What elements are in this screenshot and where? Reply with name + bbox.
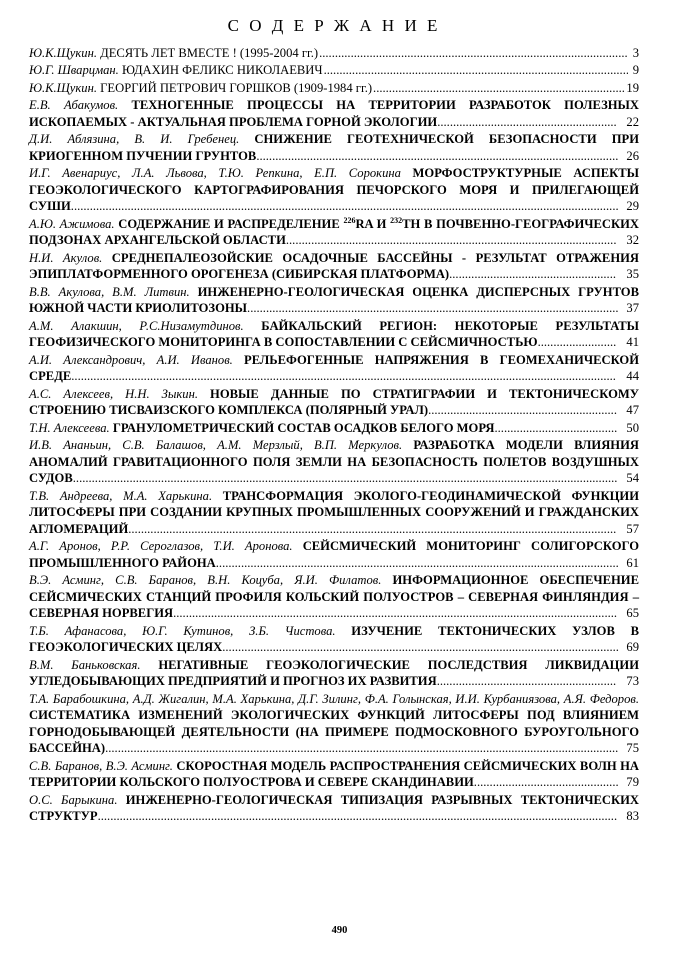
dot-leader: ................................................................................................................................	[215, 555, 619, 570]
entry-author: Ю.К.Щукин.	[29, 80, 97, 95]
dot-leader: .............................................................................................................................................................................	[71, 369, 616, 384]
dot-leader: .........................	[537, 335, 617, 350]
entry-page: 41	[626, 335, 639, 350]
entry-author: О.С. Барыкина.	[29, 792, 118, 807]
toc-entry	[29, 572, 639, 622]
entry-page: 54	[626, 471, 639, 486]
entry-page: 79	[626, 775, 639, 790]
toc-entry	[29, 437, 639, 487]
entry-title: МОРФОСТРУКТУРНЫЕ АСПЕКТЫ ГЕОЭКОЛОГИЧЕСКОГО КАРТОГРАФИРОВАНИЯ ПЕЧОРСКОГО МОРЯ И ПРИЛЕГАЮЩЕЙ СУШИ	[29, 166, 639, 214]
entry-title: СКОРОСТНАЯ МОДЕЛЬ РАСПРОСТРАНЕНИЯ СЕЙСМИЧЕСКИХ ВОЛН НА ТЕРРИТОРИИ КОЛЬСКОГО ПОЛУОСТРОВА И СЕВЕРЕ СКАНДИНАВИИ	[29, 758, 639, 790]
entry-title: TH В ПОЧВЕННО-ГЕОГРАФИЧЕСКИХ ПОДЗОНАХ АРХАНГЕЛЬСКОЙ ОБЛАСТИ	[29, 216, 639, 248]
entry-author: А.С. Алексеев, Н.Н. Зыкин.	[29, 386, 199, 401]
toc-entry	[29, 386, 639, 419]
entry-page: 73	[626, 674, 639, 689]
toc-entry	[29, 165, 639, 215]
entry-title: ИНЖЕНЕРНО-ГЕОЛОГИЧЕСКАЯ ТИПИЗАЦИЯ РАЗРЫВНЫХ ТЕКТОНИЧЕСКИХ СТРУКТУР	[29, 792, 640, 824]
dot-leader: .............................................................................................................................................	[173, 606, 618, 621]
dot-leader: .....................................................	[449, 267, 616, 282]
entry-author: А.И. Александрович, А.И. Иванов.	[29, 352, 233, 367]
entry-page: 61	[626, 555, 639, 570]
toc-entry	[29, 216, 639, 249]
entry-title: ДЕСЯТЬ ЛЕТ ВМЕСТЕ ! (1995-2004 гг.)	[100, 46, 319, 60]
dot-leader	[319, 45, 628, 62]
dot-leader: ..............................................	[473, 775, 619, 790]
entry-title: ЮДАХИН ФЕЛИКС НИКОЛАЕВИЧ	[121, 63, 323, 78]
entry-title: СРЕДНЕПАЛЕОЗОЙСКИЕ ОСАДОЧНЫЕ БАССЕЙНЫ - РЕЗУЛЬТАТ ОТРАЖЕНИЯ ЭПИПЛАТФОРМЕННОГО ОРОГЕНЕЗА (СИБИРСКАЯ ПЛАТФОРМА)	[29, 250, 640, 282]
entry-page: 37	[626, 301, 639, 316]
entry-author: Ю.К.Щукин.	[29, 46, 97, 60]
entry-author: В.В. Акулова, В.М. Литвин.	[29, 284, 190, 299]
entry-title: СЕЙСМИЧЕСКИЙ МОНИТОРИНГ СОЛИГОРСКОГО ПРОМЫШЛЕННОГО РАЙОНА	[29, 539, 639, 570]
entry-title: РЕЛЬЕФОГЕННЫЕ НАПРЯЖЕНИЯ В ГЕОМЕХАНИЧЕСКОЙ СРЕДЕ	[29, 352, 639, 384]
entry-title: СНИЖЕНИЕ ГЕОТЕХНИЧЕСКОЙ БЕЗОПАСНОСТИ ПРИ КРИОГЕННОМ ПУЧЕНИИ ГРУНТОВ	[29, 132, 639, 163]
toc-entry	[29, 97, 639, 130]
dot-leader: .........................................................................................................	[285, 233, 617, 248]
entry-page: 9	[632, 63, 639, 78]
entry-author: Ю.Г. Шварцман.	[29, 63, 119, 78]
dot-leader: .............................................................................................................................................................................	[72, 471, 618, 486]
entry-page: 50	[626, 420, 639, 435]
entry-page: 22	[626, 114, 639, 129]
entry-title: ГЕОРГИЙ ПЕТРОВИЧ ГОРШКОВ (1909-1984 гг.)	[100, 80, 373, 95]
entry-title-part: СОДЕРЖАНИЕ И РАСПРЕДЕЛЕНИЕ	[118, 216, 344, 231]
entry-title: СИСТЕМАТИКА ИЗМЕНЕНИЙ ЭКОЛОГИЧЕСКИХ ФУНКЦИЙ ЛИТОСФЕРЫ ПОД ВЛИЯНИЕМ ГОРНОДОБЫВАЮЩЕЙ ДЕЯТЕЛЬНОСТИ (НА ПРИМЕРЕ ПОДМОСКОВНОГО БУРОУГОЛЬНОГО БАССЕЙНА)	[29, 708, 639, 756]
toc-entry	[29, 657, 639, 690]
entry-author: И.Г. Авенариус, Л.А. Львова, Т.Ю. Репкина, Е.П. Сорокина	[29, 166, 401, 181]
toc-entry	[29, 538, 639, 571]
toc-entry	[29, 45, 639, 62]
dot-leader: ...................................................................................................................	[256, 148, 619, 163]
entry-page: 83	[626, 809, 639, 824]
toc-entry	[29, 488, 639, 538]
entry-author: Н.И. Акулов.	[29, 250, 103, 265]
entry-page: 26	[626, 148, 639, 163]
toc-entry	[29, 131, 639, 164]
entry-page: 35	[626, 267, 639, 282]
entry-author: В.М. Баньковская.	[29, 657, 141, 672]
entry-author: И.В. Ананьин, С.В. Балашов, А.М. Мерзлый, В.П. Меркулов.	[29, 438, 403, 453]
entry-title: ГРАНУЛОМЕТРИЧЕСКИЙ СОСТАВ ОСАДКОВ БЕЛОГО МОРЯ	[112, 420, 495, 435]
dot-leader: ......................................................................................................................	[247, 301, 619, 316]
toc-entry	[29, 352, 639, 385]
entry-author: А.М. Алакшин, Р.С.Низамутдинов.	[29, 318, 244, 333]
entry-page: 44	[626, 369, 639, 384]
dot-leader: .........................................................	[436, 674, 617, 689]
dot-leader: ..............................................................................................................................................................................	[70, 199, 619, 214]
entry-page: 65	[626, 606, 639, 621]
toc-heading: С О Д Е Р Ж А Н И Е	[227, 16, 441, 35]
toc-page	[29, 16, 639, 826]
entry-title: НЕГАТИВНЫЕ ГЕОЭКОЛОГИЧЕСКИЕ ПОСЛЕДСТВИЯ ЛИКВИДАЦИИ УГЛЕДОБЫВАЮЩИХ ПРЕДПРИЯТИЙ И ПРОГНОЗ ИХ РАЗВИТИЯ	[29, 657, 639, 689]
toc-entry	[29, 691, 639, 757]
entry-author: Т.Н. Алексеева.	[29, 420, 110, 435]
entry-author: В.Э. Асминг, С.В. Баранов, В.Н. Коцуба, Я.И. Филатов.	[29, 573, 382, 588]
dot-leader: .........................................................	[437, 114, 617, 129]
entry-author: Т.В. Андреева, М.А. Харькина.	[29, 488, 213, 503]
page-number: 490	[331, 925, 348, 936]
toc-entry	[29, 318, 639, 351]
entry-title-part: RA И	[355, 216, 391, 231]
entry-author: Т.Б. Афанасова, Ю.Г. Кутинов, З.Б. Чистова.	[29, 623, 336, 638]
entry-author: С.В. Баранов, В.Э. Асминг.	[29, 758, 173, 773]
entry-title: ТЕХНОГЕННЫЕ ПРОЦЕССЫ НА ТЕРРИТОРИИ РАЗРАБОТОК ПОЛЕЗНЫХ ИСКОПАЕМЫХ - АКТУАЛЬНАЯ ПРОБЛЕМА ГОРНОЙ ЭКОЛОГИИ	[29, 98, 639, 129]
dot-leader: ............................................................	[428, 403, 617, 418]
isotope-superscript: 226	[343, 215, 356, 225]
entry-title: ИНФОРМАЦИОННОЕ ОБЕСПЕЧЕНИЕ СЕЙСМИЧЕСКИХ СТАНЦИЙ ПРОФИЛЯ КОЛЬСКИЙ ПОЛУОСТРОВ – СЕВЕРНАЯ ФИНЛЯНДИЯ – СЕВЕРНАЯ НОРВЕГИЯ	[29, 573, 640, 621]
entry-author: Д.И. Аблязина, В. И. Гребенец.	[29, 132, 240, 147]
entry-page: 29	[626, 199, 639, 214]
entry-title: НОВЫЕ ДАННЫЕ ПО СТРАТИГРАФИИ И ТЕКТОНИЧЕСКОМУ СТРОЕНИЮ ТИСВАИЗСКОГО КОМПЛЕКСА (ПОЛЯРНЫЙ УРАЛ)	[29, 386, 640, 418]
entry-page: 57	[626, 521, 639, 536]
entry-page: 75	[626, 741, 639, 756]
dot-leader: .......................................	[494, 420, 618, 435]
entry-author: Т.А. Барабошкина, А.Д. Жигалин, М.А. Харькина, Д.Г. Зилинг, Ф.А. Голынская, И.И. Курбаниязова, А.Я. Федоров.	[29, 691, 639, 706]
entry-page: 3	[632, 46, 639, 60]
entry-title: РАЗРАБОТКА МОДЕЛИ ВЛИЯНИЯ АНОМАЛИЙ ГРАВИТАЦИОННОГО ПОЛЯ ЗЕМЛИ НА БЕЗОПАСНОСТЬ ПОЛЕТОВ ВОЗДУШНЫХ СУДОВ	[29, 438, 639, 486]
entry-author: А.Г. Аронов, Р.Р. Сероглазов, Т.И. Аронова.	[29, 539, 293, 554]
toc-entry	[29, 80, 639, 97]
toc-entry	[29, 250, 639, 283]
toc-entry	[29, 623, 639, 656]
toc-entry	[29, 420, 639, 437]
isotope-superscript: 232	[390, 215, 403, 225]
entry-page: 47	[626, 403, 639, 418]
entry-page: 32	[626, 233, 639, 248]
entry-author: А.Ю. Ажимова.	[29, 216, 115, 231]
entry-author: Е.В. Абакумов.	[29, 98, 119, 113]
dot-leader: ..............................................................................................................................	[222, 640, 619, 655]
dot-leader	[373, 80, 625, 97]
dot-leader: ...................................................................................................................................................................	[105, 741, 619, 756]
toc-entry	[29, 758, 639, 791]
entry-title: ТРАНСФОРМАЦИЯ ЭКОЛОГО-ГЕОДИНАМИЧЕСКОЙ ФУНКЦИИ ЛИТОСФЕРЫ ПРИ СОЗДАНИИ КРУПНЫХ ПРОМЫШЛЕННЫХ СООРУЖЕНИЙ И ГРАЖДАНСКИХ АГЛОМЕРАЦИЙ	[29, 488, 639, 536]
entry-page: 69	[626, 640, 639, 655]
toc-entry	[29, 284, 639, 317]
entry-title: ИЗУЧЕНИЕ ТЕКТОНИЧЕСКИХ УЗЛОВ В ГЕОЭКОЛОГИЧЕСКИХ ЦЕЛЯХ	[29, 623, 639, 655]
toc-entry	[29, 792, 639, 825]
entry-title: ИНЖЕНЕРНО-ГЕОЛОГИЧЕСКАЯ ОЦЕНКА ДИСПЕРСНЫХ ГРУНТОВ ЮЖНОЙ ЧАСТИ КРИОЛИТОЗОНЫ	[29, 284, 640, 316]
dot-leader: .....................................................................................................................................................................	[97, 809, 618, 824]
entry-page: 19	[626, 80, 639, 95]
dot-leader	[324, 62, 628, 79]
toc-entry	[29, 62, 639, 79]
entry-title: БАЙКАЛЬСКИЙ РЕГИОН: НЕКОТОРЫЕ РЕЗУЛЬТАТЫ ГЕОФИЗИЧЕСКОГО МОНИТОРИНГА В СОПОСТАВЛЕНИИ С СЕЙСМИЧНОСТЬЮ	[29, 318, 639, 350]
dot-leader: ...........................................................................................................................................................	[128, 521, 617, 536]
